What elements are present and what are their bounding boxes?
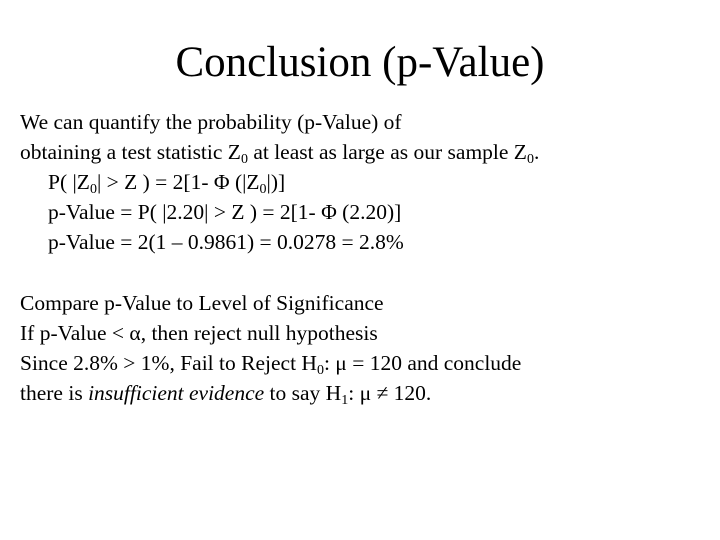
conclusion-line-2 — [20, 318, 710, 348]
subscript: 0 — [89, 182, 97, 197]
formula-text-1c: |)] — [266, 170, 286, 194]
slide-title: Conclusion (p-Value) — [175, 39, 545, 86]
formula-text-2: p-Value = P( |2.20| > Z ) = 2[1- Φ (2.20)] — [48, 200, 402, 224]
conclusion-text-4a: there is — [20, 381, 89, 405]
intro-text-2b: at least as large as our sample Z — [247, 140, 527, 164]
subscript: 0 — [240, 152, 248, 167]
conclusion-line-4 — [20, 378, 710, 408]
conclusion-line-3 — [20, 348, 710, 378]
conclusion-text-1: Compare p-Value to Level of Significance — [20, 291, 384, 315]
formula-line-3 — [20, 227, 710, 257]
intro-line-1 — [20, 107, 710, 137]
formula-line-1 — [20, 167, 710, 197]
formula-text-1b: | > Z ) = 2[1- Φ (|Z — [96, 170, 260, 194]
subscript: 0 — [526, 152, 534, 167]
subscript: 1 — [341, 393, 349, 408]
intro-text-2a: obtaining a test statistic Z — [20, 140, 241, 164]
conclusion-text-4b: to say H — [264, 381, 342, 405]
subscript: 0 — [259, 182, 267, 197]
conclusion-text-2: If p-Value < α, then reject null hypothesis — [20, 321, 378, 345]
formula-text-3: p-Value = 2(1 – 0.9861) = 0.0278 = 2.8% — [48, 230, 404, 254]
intro-text-1: We can quantify the probability (p-Value) of — [20, 110, 402, 134]
conclusion-line-1 — [20, 288, 710, 318]
formula-line-2 — [20, 197, 710, 227]
intro-text-2c: . — [533, 140, 540, 164]
paragraph-gap — [20, 257, 710, 288]
intro-line-2 — [20, 137, 710, 167]
subscript: 0 — [316, 363, 324, 378]
conclusion-text-3a: Since 2.8% > 1%, Fail to Reject H — [20, 351, 317, 375]
formula-text-1a: P( |Z — [48, 170, 90, 194]
emphasis-text: insufficient evidence — [88, 381, 265, 405]
slide-body — [20, 107, 710, 408]
conclusion-text-3b: : μ = 120 and conclude — [323, 351, 522, 375]
conclusion-text-4c: : μ ≠ 120. — [348, 381, 432, 405]
